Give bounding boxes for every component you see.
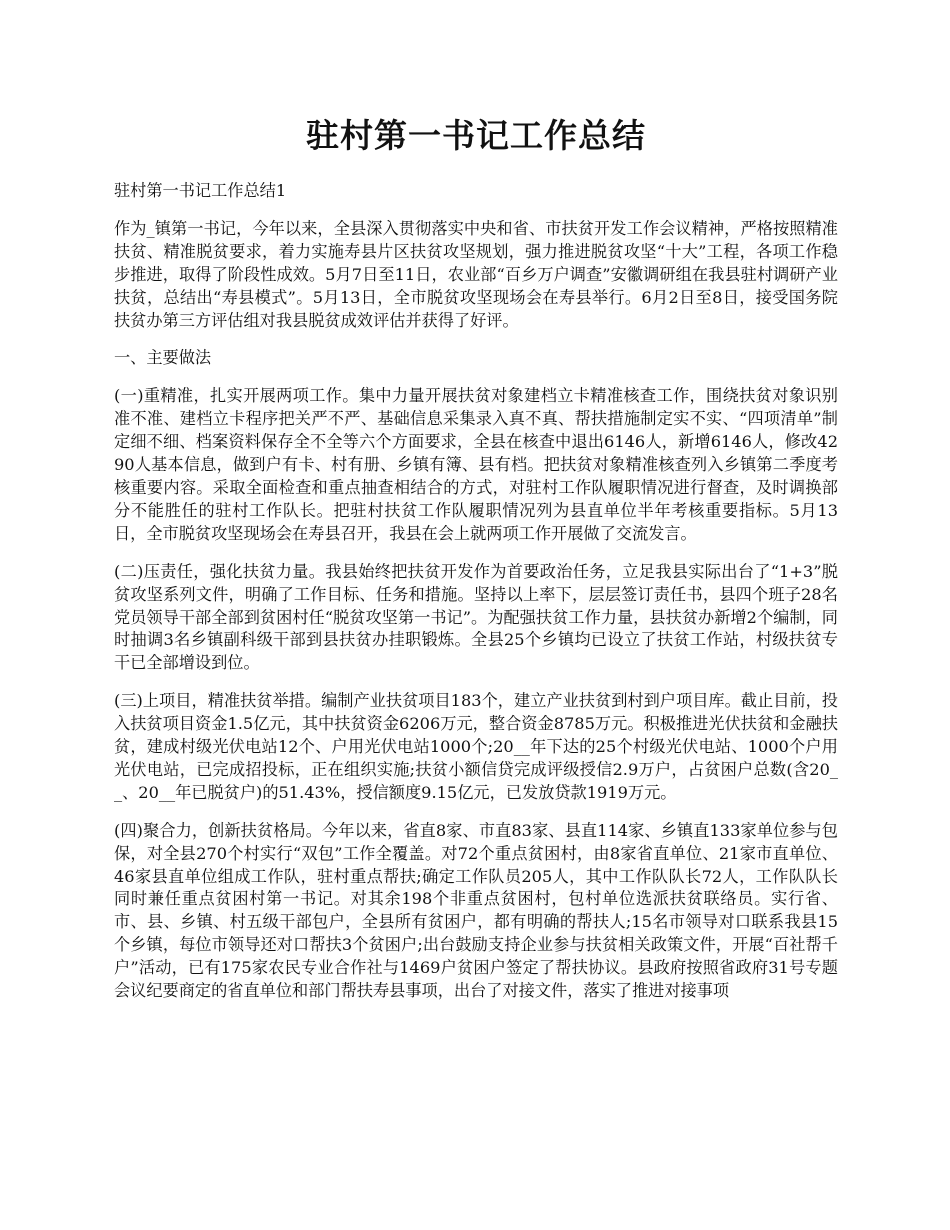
paragraph-cooperation: (四)聚合力，创新扶贫格局。今年以来，省直8家、市直83家、县直114家、乡镇直133家单位参与包保，对全县270个村实行“双包”工作全覆盖。对72个重点贫困村，由8家省直单位、21家市直单位、46家县直单位组成工作队，驻村重点帮扶;确定工作队员205人，其中工作队队长72人，工作队队长同时兼任重点贫困村第一书记。对其余198个非重点贫困村，包村单位选派扶贫联络员。实行省、市、县、乡镇、村五级干部包户，全县所有贫困户，都有明确的帮扶人;15名市领导对口联系我县15个乡镇，每位市领导还对口帮扶3个贫困户;出台鼓励支持企业参与扶贫相关政策文件，开展“百社帮千户”活动，已有175家农民专业合作社与1469户贫困户签定了帮扶协议。县政府按照省政府31号专题会议纪要商定的省直单位和部门帮扶寿县事项，出台了对接文件，落实了推进对接事项 xyxy=(114,820,838,1001)
document-title: 驻村第一书记工作总结 xyxy=(306,116,646,155)
paragraph-precision: (一)重精准，扎实开展两项工作。集中力量开展扶贫对象建档立卡精准核查工作，围绕扶贫对象识别准不准、建档立卡程序把关严不严、基础信息采集录入真不真、帮扶措施制定实不实、“四项清单”制定细不细、档案资料保存全不全等六个方面要求，全县在核查中退出6146人，新增6146人，修改4290人基本信息，做到户有卡、村有册、乡镇有簿、县有档。把扶贫对象精准核查列入乡镇第二季度考核重要内容。采取全面检查和重点抽查相结合的方式，对驻村工作队履职情况进行督查，及时调换部分不能胜任的驻村工作队长。把驻村扶贫工作队履职情况列为县直单位半年考核重要指标。5月13日，全市脱贫攻坚现场会在寿县召开，我县在会上就两项工作开展做了交流发言。 xyxy=(114,386,838,543)
document-page xyxy=(114,112,838,1018)
intro-paragraph: 作为_镇第一书记，今年以来，全县深入贯彻落实中央和省、市扶贫开发工作会议精神，严格按照精准扶贫、精准脱贫要求，着力实施寿县片区扶贫攻坚规划，强力推进脱贫攻坚“十大”工程，各项工作稳步推进，取得了阶段性成效。5月7日至11日，农业部“百乡万户调查”安徽调研组在我县驻村调研产业扶贫，总结出“寿县模式”。5月13日，全市脱贫攻坚现场会在寿县举行。6月2日至8日，接受国务院扶贫办第三方评估组对我县脱贫成效评估并获得了好评。 xyxy=(114,218,838,330)
section-heading: 一、主要做法 xyxy=(114,348,212,368)
document-subtitle: 驻村第一书记工作总结1 xyxy=(114,181,287,200)
paragraph-responsibility: (二)压责任，强化扶贫力量。我县始终把扶贫开发作为首要政治任务，立足我县实际出台了“1+3”脱贫攻坚系列文件，明确了工作目标、任务和措施。坚持以上率下，层层签订责任书，县四个班子28名党员领导干部全部到贫困村任“脱贫攻坚第一书记”。为配强扶贫工作力量，县扶贫办新增2个编制，同时抽调3名乡镇副科级干部到县扶贫办挂职锻炼。全县25个乡镇均已设立了扶贫工作站，村级扶贫专干已全部增设到位。 xyxy=(114,561,838,673)
paragraph-projects: (三)上项目，精准扶贫举措。编制产业扶贫项目183个，建立产业扶贫到村到户项目库。截止目前，投入扶贫项目资金1.5亿元，其中扶贫资金6206万元，整合资金8785万元。积极推进光伏扶贫和金融扶贫，建成村级光伏电站12个、户用光伏电站1000个;20__年下达的25个村级光伏电站、1000个户用光伏电站，已完成招投标，正在组织实施;扶贫小额信贷完成评级授信2.9万户，占贫困户总数(含20__、20__年已脱贫户)的51.43%，授信额度9.15亿元，已发放贷款1919万元。 xyxy=(114,691,838,802)
